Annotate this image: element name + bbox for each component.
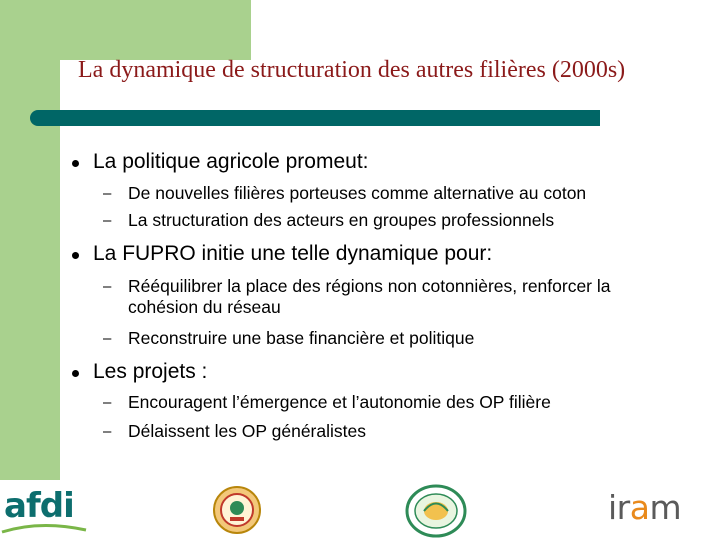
slide-title: La dynamique de structuration des autres filières (2000s) <box>78 57 626 83</box>
afdi-logo: afdi <box>4 486 74 526</box>
list-item: La structuration des acteurs en groupes professionnels <box>128 210 555 230</box>
sub-bullet-dash: – <box>103 212 112 229</box>
list-item: Délaissent les OP généralistes <box>128 421 366 441</box>
sub-bullet-dash: – <box>103 394 112 411</box>
list-item: De nouvelles filières porteuses comme alternative au coton <box>128 183 587 203</box>
fupro-seal-icon <box>405 484 467 538</box>
iram-logo <box>608 488 681 527</box>
sub-bullet-dash: – <box>103 330 112 347</box>
bullet-dot <box>72 252 79 259</box>
section-heading: Les projets : <box>93 360 208 383</box>
iram-logo-accent: a <box>629 488 650 527</box>
bullet-dot <box>72 160 79 167</box>
sub-bullet-dash: – <box>103 278 112 295</box>
section-heading: La FUPRO initie une telle dynamique pour: <box>93 242 493 265</box>
section-heading: La politique agricole promeut: <box>93 150 369 173</box>
list-item: Reconstruire une base financière et politique <box>128 328 475 348</box>
list-item: Encouragent l’émergence et l’autonomie des OP filière <box>128 392 551 412</box>
list-item: Rééquilibrer la place des régions non cotonnières, renforcer la cohésion du réseau <box>128 276 611 317</box>
afdi-logo-swoosh <box>0 522 90 538</box>
bullet-dot <box>72 370 79 377</box>
iram-logo-prefix: ir <box>608 488 630 527</box>
sub-bullet-dash: – <box>103 423 112 440</box>
sub-bullet-dash: – <box>103 185 112 202</box>
emblem-seal-icon <box>212 484 262 536</box>
iram-logo-suffix: m <box>649 488 682 527</box>
